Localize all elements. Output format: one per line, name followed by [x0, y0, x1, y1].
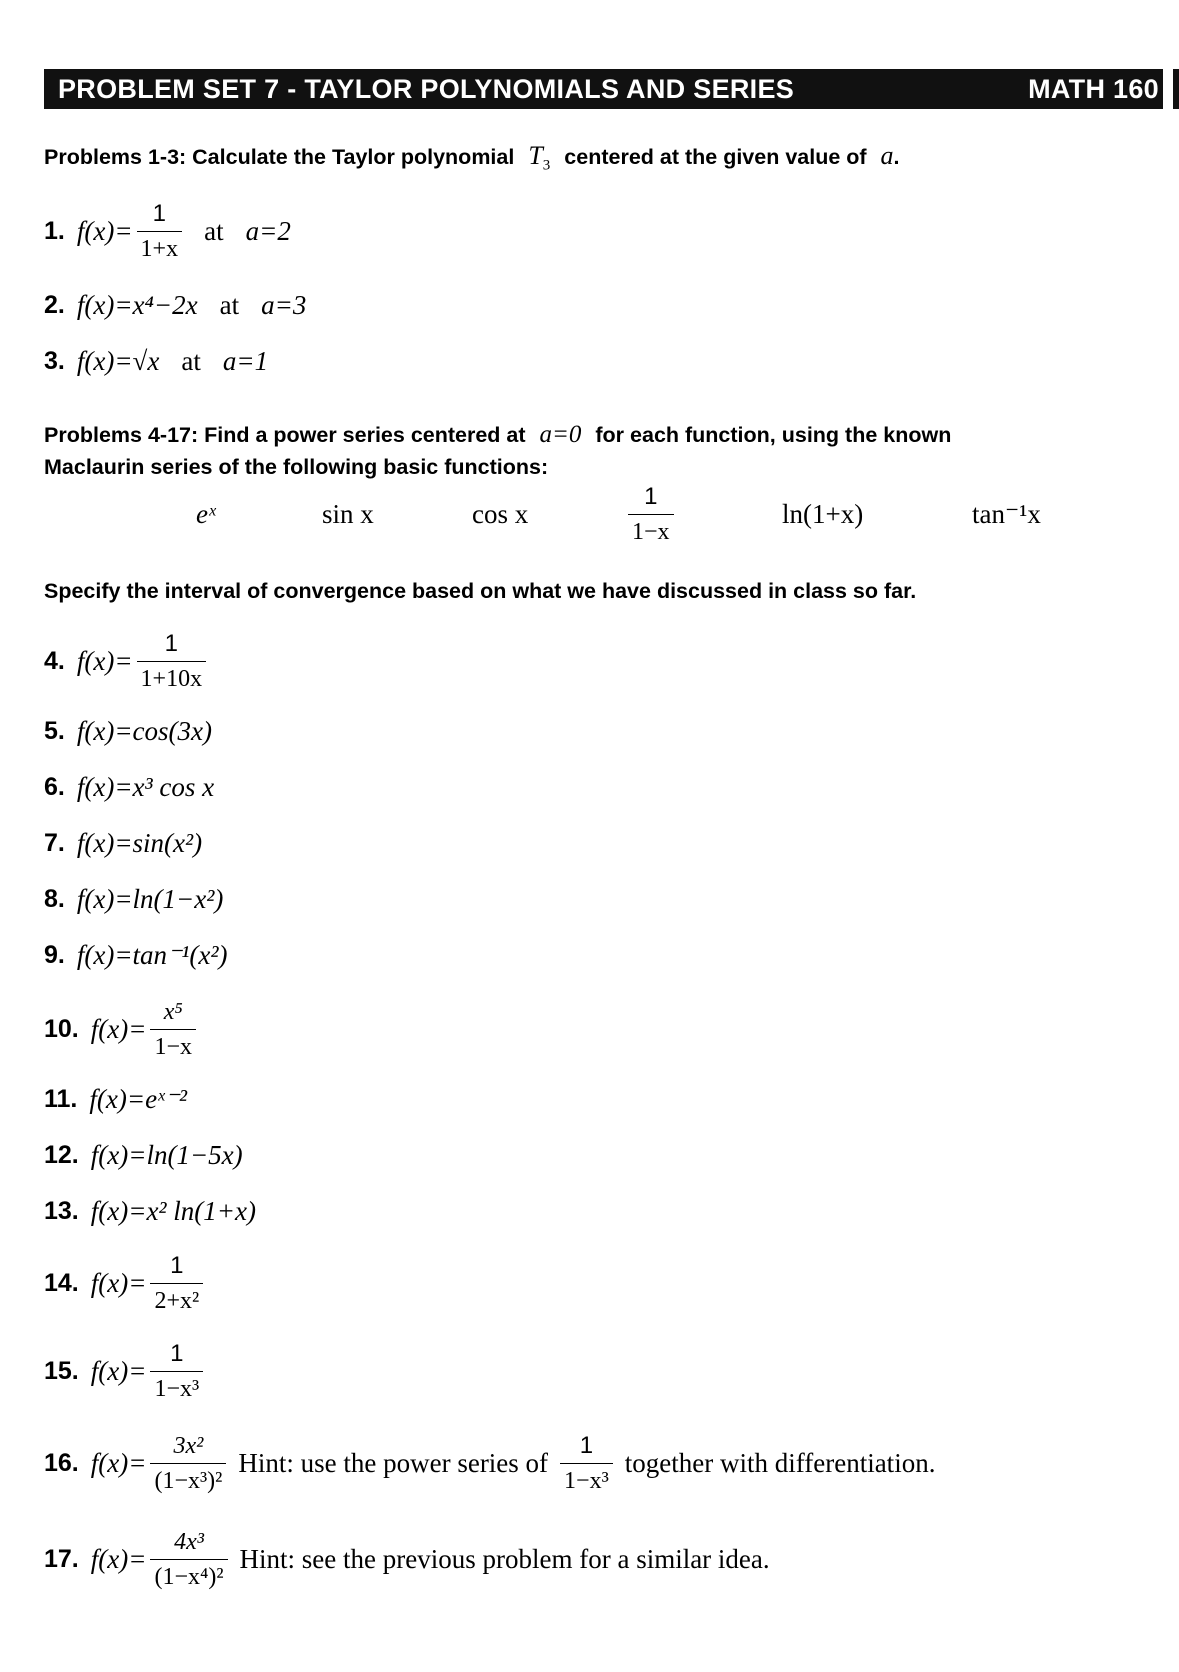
hint-fraction: $\frac{1}{\text{1−x³}}$: [560, 1432, 613, 1495]
basic-fn-log: ln(1+x): [782, 498, 864, 529]
problem-15: 15. f(x)= $\frac{1}{\text{1−x³}}$: [44, 1340, 207, 1403]
fraction: $\frac{\text{3x²}}{\text{(1−x³)²}}$: [150, 1432, 226, 1495]
section-heading-power-series: Problems 4-17: Find a power series centered at a=0 for each function, using the known: [44, 421, 952, 448]
fraction: $\frac{1}{1+10x}$: [137, 630, 207, 693]
fraction: $\frac{1}{1+x}$: [137, 200, 183, 263]
problem-8: 8. f(x)=ln(1−x²): [44, 884, 224, 914]
problem-1: 1. f(x)= $\frac{1}{1+x}$ at a=2: [44, 200, 291, 262]
basic-fn-sin: sin x: [322, 498, 374, 529]
problem-13: 13. f(x)=x² ln(1+x): [44, 1196, 256, 1226]
section-heading-taylor: Problems 1-3: Calculate the Taylor polynomial $T_3$ centered at the given value of a.: [44, 141, 900, 174]
basic-fn-exp: eˣ: [196, 498, 216, 529]
problem-9: 9. f(x)=tan⁻¹(x²): [44, 940, 228, 970]
basic-fn-cos: cos x: [472, 498, 529, 529]
basic-fn-geometric: $\frac{1}{1-x}$: [624, 474, 678, 554]
interval-note: Specify the interval of convergence based on what we have discussed in class so far.: [44, 579, 917, 603]
problem-17: 17. f(x)= $\frac{\text{4x³}}{\text{(1−x⁴)²}}$ Hint: see the previous problem for a similar idea.: [44, 1529, 770, 1590]
problem-10: 10. f(x)= $\frac{\text{x⁵}}{1-x}$: [44, 998, 200, 1061]
hint-text: Hint: use the power series of: [238, 1448, 549, 1478]
basic-fn-arctan: tan⁻¹x: [972, 498, 1041, 529]
problem-4: 4. f(x)= $\frac{1}{1+10x}$: [44, 630, 210, 693]
fraction: $\frac{\text{4x³}}{\text{(1−x⁴)²}}$: [150, 1528, 227, 1591]
problem-5: 5. f(x)=cos(3x): [44, 716, 213, 746]
course-label: MATH 160: [1028, 69, 1173, 109]
hint-text-end: together with differentiation.: [624, 1448, 936, 1478]
fraction: $\frac{1}{\text{2+x²}}$: [150, 1252, 203, 1315]
title-banner: [44, 69, 1179, 109]
problem-3: 3. f(x)=√x at a=1: [44, 346, 269, 376]
problem-2: 2. f(x)=x⁴−2x at a=3: [44, 290, 307, 320]
fraction: $\frac{1}{\text{1−x³}}$: [150, 1340, 203, 1403]
page-title: PROBLEM SET 7 - TAYLOR POLYNOMIALS AND SERIES: [58, 73, 795, 104]
problem-6: 6. f(x)=x³ cos x: [44, 772, 215, 802]
section-heading-power-series-line2: Maclaurin series of the following basic functions:: [44, 455, 549, 479]
problem-11: 11. f(x)=eˣ⁻²: [44, 1084, 188, 1114]
problem-14: 14. f(x)= $\frac{1}{\text{2+x²}}$: [44, 1252, 207, 1315]
problem-7: 7. f(x)=sin(x²): [44, 828, 203, 858]
hint-text: Hint: see the previous problem for a similar idea.: [239, 1544, 770, 1574]
problem-16: 16. f(x)= $\frac{\text{3x²}}{\text{(1−x³)²}}$ Hint: use the power series of $\frac{1}{\text{1−x³}}$ together with differentiation.: [44, 1432, 936, 1494]
fraction: $\frac{\text{x⁵}}{1-x}$: [150, 998, 196, 1061]
problem-12: 12. f(x)=ln(1−5x): [44, 1140, 243, 1170]
